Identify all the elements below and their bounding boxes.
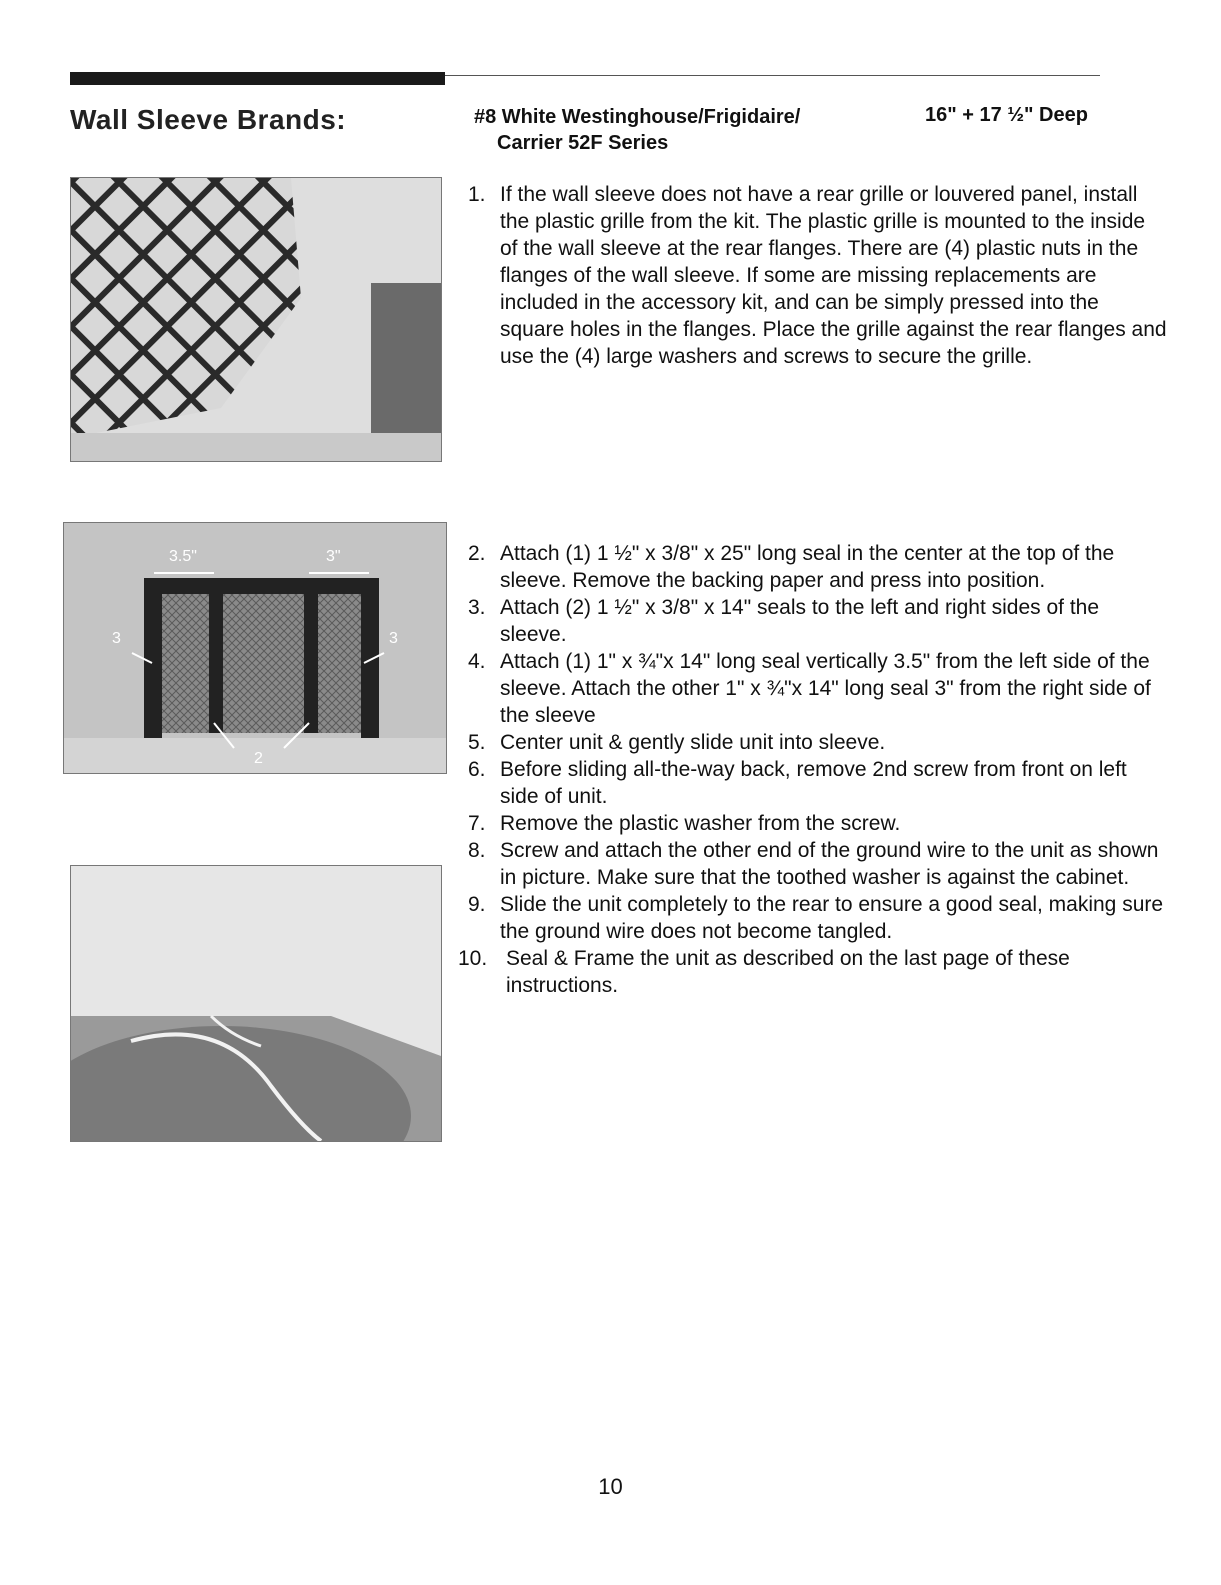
step-text: Attach (1) 1" x ¾"x 14" long seal vertically 3.5" from the left side of the sleeve. Attach the other 1" x ¾"x 14" long seal 3" from the right side of the sleeve [500, 650, 1151, 727]
step-number: 9. [468, 893, 486, 916]
steps-list-1 [468, 181, 1168, 370]
dim-left-label: 3.5" [169, 548, 197, 565]
step-text: Slide the unit completely to the rear to ensure a good seal, making sure the ground wire does not become tangled. [500, 893, 1164, 943]
step-item [468, 181, 1168, 370]
step-text: Before sliding all-the-way back, remove 2nd screw from front on left side of unit. [500, 758, 1127, 808]
step-item [468, 540, 1168, 594]
step-number: 5. [468, 731, 486, 754]
step-item [468, 756, 1168, 810]
step-number: 1. [468, 183, 486, 206]
seal-placement-image [64, 523, 446, 773]
model-title-line1: #8 White Westinghouse/Frigidaire/ [474, 106, 801, 128]
step-text: Attach (2) 1 ½" x 3/8" x 14" seals to the left and right sides of the sleeve. [500, 596, 1100, 646]
step-text: Center unit & gently slide unit into sleeve. [500, 731, 886, 754]
step-number: 7. [468, 812, 486, 835]
grille-photo-image [71, 178, 441, 461]
step-item [468, 729, 1168, 756]
step-item [458, 945, 1168, 999]
steps-list-2 [458, 540, 1168, 999]
model-title-line2: Carrier 52F Series [497, 132, 669, 154]
side-right-label: 3 [389, 630, 398, 647]
step-number: 10. [458, 947, 488, 970]
step-text: Seal & Frame the unit as described on the last page of these instructions. [506, 947, 1070, 997]
page-number: 10 [598, 1474, 623, 1499]
seal-placement-photo [63, 522, 447, 774]
step-text: Remove the plastic washer from the screw. [500, 812, 901, 835]
depth-label: 16" + 17 ½" Deep [925, 104, 1088, 126]
ground-wire-image [71, 866, 441, 1141]
side-left-label: 3 [112, 630, 121, 647]
step-text: Attach (1) 1 ½" x 3/8" x 25" long seal in the center at the top of the sleeve. Remove the backing paper and press into position. [500, 542, 1115, 592]
dim-right-label: 3" [326, 548, 341, 565]
step-item [468, 810, 1168, 837]
step-item [468, 594, 1168, 648]
step-text: If the wall sleeve does not have a rear grille or louvered panel, install the plastic grille from the kit. The plastic grille is mounted to the inside of the wall sleeve at the rear flanges. There are (4) plastic nuts in the flanges of the wall sleeve. If some are missing replacements are included in the accessory kit, and can be simply pressed into the square holes in the flanges. Place the grille against the rear flanges and use the (4) large washers and screws to secure the grille. [500, 183, 1167, 368]
step-item [468, 891, 1168, 945]
section-title: Wall Sleeve Brands: [70, 104, 347, 135]
model-title [474, 104, 800, 156]
step-item [468, 837, 1168, 891]
bottom-label: 2 [254, 750, 263, 767]
step-number: 3. [468, 596, 486, 619]
header-rule-thick [70, 72, 445, 85]
step-number: 8. [468, 839, 486, 862]
header-rule-thin [445, 75, 1100, 76]
step-item [468, 648, 1168, 729]
step-number: 2. [468, 542, 486, 565]
step-number: 4. [468, 650, 486, 673]
grille-photo [70, 177, 442, 462]
step-text: Screw and attach the other end of the ground wire to the unit as shown in picture. Make sure that the toothed washer is against the cabinet. [500, 839, 1159, 889]
ground-wire-photo [70, 865, 442, 1142]
step-number: 6. [468, 758, 486, 781]
